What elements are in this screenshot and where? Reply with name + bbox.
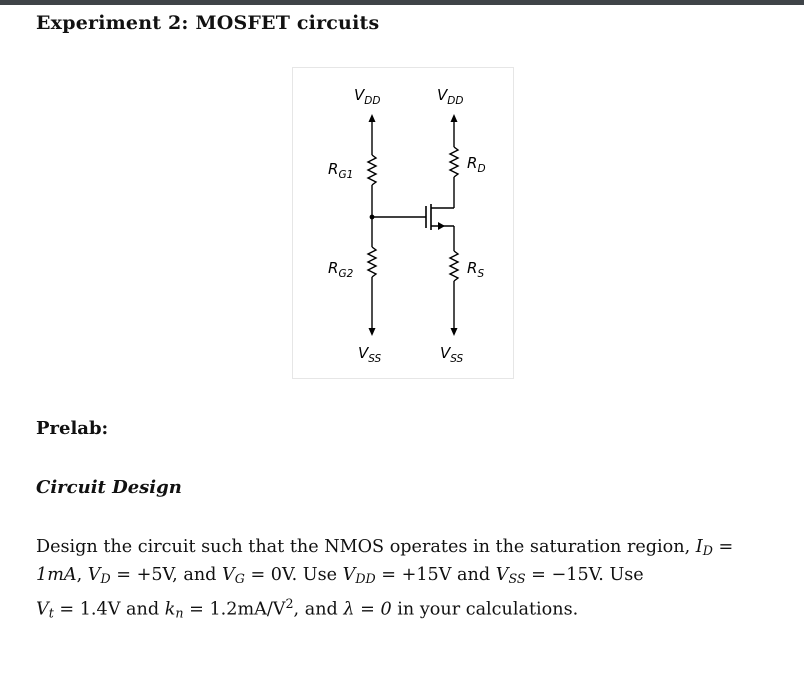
mosfet-circuit-diagram (292, 67, 514, 379)
prelab-heading: Prelab: (36, 418, 109, 439)
top-bar (0, 0, 804, 5)
rs-label: $R_S$ (467, 259, 485, 280)
circuit-design-heading: Circuit Design (36, 477, 182, 498)
vss-right-label: $V_{SS}$ (440, 344, 464, 365)
vss-left-label: $V_{SS}$ (358, 344, 382, 365)
gate-node-dot (370, 215, 375, 220)
vdd-left-label: $V_{DD}$ (354, 86, 381, 107)
rd-label: $R_D$ (467, 154, 486, 175)
instructions-line-1: Design the circuit such that the NMOS operates in the saturation region, ID = (36, 537, 734, 559)
rg1-label: $R_{G1}$ (328, 160, 354, 181)
experiment-heading: Experiment 2: MOSFET circuits (36, 12, 380, 34)
design-instructions (36, 535, 776, 626)
rg2-label: $R_{G2}$ (328, 259, 354, 280)
figure-frame (293, 68, 514, 379)
instructions-line-2: 1mA, VD = +5V, and VG = 0V. Use VDD = +15V and VSS = −15V. Use (36, 565, 644, 587)
instructions-line-3: Vt = 1.4V and kn = $1.2mA/V^2$, and λ = 0 in your calculations. (36, 596, 579, 621)
vdd-right-label: $V_{DD}$ (437, 86, 464, 107)
